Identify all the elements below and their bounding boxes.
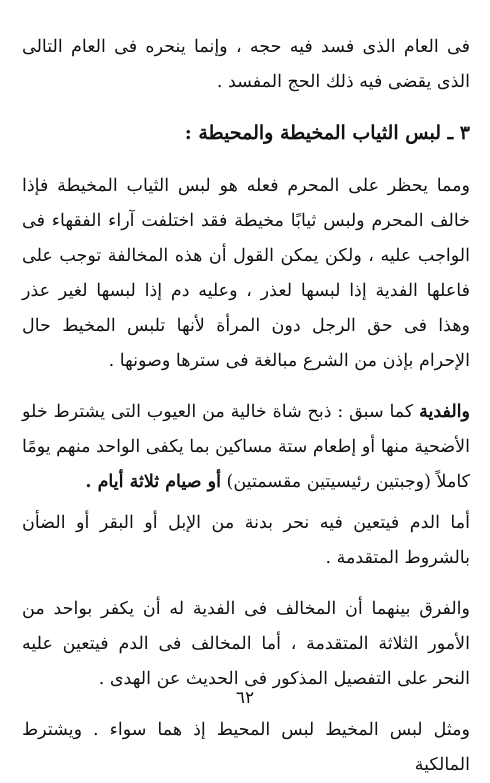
paragraph-mukhit: ومثل لبس المخيط لبس المحيط إذ هما سواء . ويشترط المالكية [22,720,470,775]
fidya-term: والفدية [419,402,470,422]
fidya-description: كما سبق : ذبح شاة خالية من العيوب التى يشترط خلو الأضحية منها أو إطعام ستة مساكين بما يكفى الواحد منهم يومًا كاملاً (وجبتين رئيسيتين مقسمتين) [21,402,470,492]
page-number: ٦٢ [235,688,255,708]
paragraph-blood-sacrifice: أما الدم فيتعين فيه نحر بدنة من الإبل أو البقر أو الضأن بالشروط المتقدمة . [22,513,470,568]
paragraph-fidya [22,395,470,500]
section-heading: ٣ ـ لبس الثياب المخيطة والمحيطة : [184,122,470,144]
paragraph-continuation: فى العام الذى فسد فيه حجه ، وإنما ينحره فى العام التالى الذى يقضى فيه ذلك الحج المفسد . [22,37,470,92]
paragraph-difference: والفرق بينهما أن المخالف فى الفدية له أن يكفر بواحد من الأمور الثلاثة المتقدمة ، أما المخالف فى الدم فيتعين عليه النحر على التفصيل المذكور فى الحديث عن الهدى . [22,599,470,689]
fidya-fasting-option: أو صيام ثلاثة أيام . [85,472,221,492]
paragraph-sewn-clothing: ومما يحظر على المحرم فعله هو لبس الثياب المخيطة فإذا خالف المحرم ولبس ثيابًا مخيطة فقد اختلفت آراء الفقهاء فى الواجب عليه ، ولكن يمكن القول أن هذه المخالفة توجب على فاعلها الفدية إذا لبسها لعذر ، وعليه دم إذا لبسها لغير عذر وهذا فى حق الرجل دون المرأة لأنها تلبس المخيط حال الإحرام بإذن من الشرع مبالغة فى سترها وصونها . [22,176,470,371]
page-body [22,30,470,783]
